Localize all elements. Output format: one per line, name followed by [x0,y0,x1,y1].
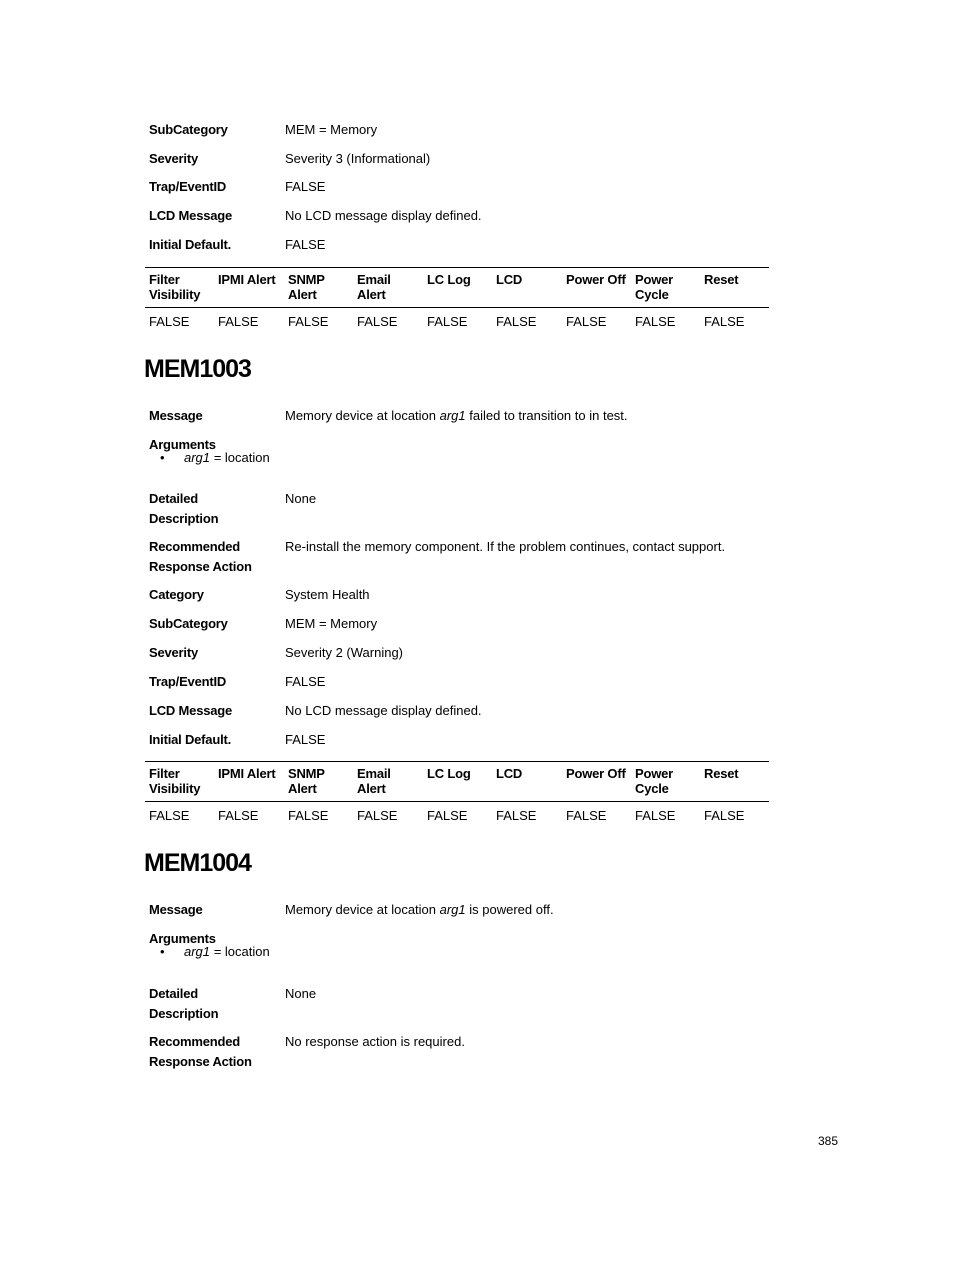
header-ipmi-alert: IPMI Alert [218,766,276,781]
header-lcd: LCD [496,272,523,287]
field-value: Memory device at location arg1 failed to transition to in test. [285,408,628,423]
table-top-rule [145,761,769,762]
table-cell: FALSE [288,808,329,823]
header-filter-visibility: Filter Visibility [149,272,201,302]
table-cell: FALSE [357,314,398,329]
header-lc-log: LC Log [427,272,471,287]
field-value: No response action is required. [285,1034,465,1049]
table-cell: FALSE [149,808,190,823]
field-value: No LCD message display defined. [285,208,482,223]
field-label: Recommended Response Action [149,539,252,574]
field-label: Initial Default. [149,732,232,747]
header-ipmi-alert: IPMI Alert [218,272,276,287]
table-header-rule [145,801,769,802]
field-value: FALSE [285,237,326,252]
table-cell: FALSE [704,808,745,823]
field-value: Re-install the memory component. If the problem continues, contact support. [285,539,726,554]
header-filter-visibility: Filter Visibility [149,766,201,796]
table-cell: FALSE [149,314,190,329]
field-value: MEM = Memory [285,122,378,137]
field-label: Message [149,408,203,423]
table-cell: FALSE [635,808,676,823]
table-cell: FALSE [635,314,676,329]
table-cell: FALSE [704,314,745,329]
argument-text: arg1 = location [184,450,270,465]
field-label: LCD Message [149,208,233,223]
field-label: Message [149,902,203,917]
argument-text: arg1 = location [184,944,270,959]
header-reset: Reset [704,272,739,287]
table-cell: FALSE [566,808,607,823]
field-label: Category [149,587,204,602]
header-lc-log: LC Log [427,766,471,781]
bullet-mark: • [160,944,165,959]
field-label: SubCategory [149,616,228,631]
table-header-rule [145,307,769,308]
table-cell: FALSE [496,314,537,329]
field-label: Severity [149,645,198,660]
section-title-mem1004: MEM1004 [144,849,251,877]
field-label: Initial Default. [149,237,232,252]
header-power-off: Power Off [566,272,626,287]
table-cell: FALSE [496,808,537,823]
header-lcd: LCD [496,766,523,781]
field-label: Arguments [149,931,216,946]
page-number: 385 [818,1134,839,1148]
table-cell: FALSE [427,314,468,329]
header-reset: Reset [704,766,739,781]
field-value: No LCD message display defined. [285,703,482,718]
table-cell: FALSE [427,808,468,823]
field-value: System Health [285,587,370,602]
header-snmp-alert: SNMP Alert [288,272,325,302]
header-email-alert: Email Alert [357,766,391,796]
field-label: Arguments [149,437,216,452]
header-power-cycle: Power Cycle [635,272,674,302]
field-label: Trap/EventID [149,674,227,689]
table-cell: FALSE [288,314,329,329]
field-value: FALSE [285,732,326,747]
bullet-mark: • [160,450,165,465]
field-value: None [285,491,317,506]
table-top-rule [145,267,769,268]
field-value: MEM = Memory [285,616,378,631]
header-email-alert: Email Alert [357,272,391,302]
field-value: Severity 2 (Warning) [285,645,403,660]
field-label: Detailed Description [149,491,219,526]
table-cell: FALSE [357,808,398,823]
field-label: Recommended Response Action [149,1034,252,1069]
table-cell: FALSE [218,314,259,329]
field-value: FALSE [285,674,326,689]
field-value: FALSE [285,179,326,194]
field-value: Severity 3 (Informational) [285,151,431,166]
header-power-off: Power Off [566,766,626,781]
table-cell: FALSE [566,314,607,329]
field-label: Severity [149,151,198,166]
field-label: Trap/EventID [149,179,227,194]
section-title-mem1003: MEM1003 [144,355,251,383]
field-value: None [285,986,317,1001]
table-cell: FALSE [218,808,259,823]
field-label: Detailed Description [149,986,219,1021]
field-label: SubCategory [149,122,228,137]
header-power-cycle: Power Cycle [635,766,674,796]
field-value: Memory device at location arg1 is powered off. [285,902,554,917]
field-label: LCD Message [149,703,233,718]
header-snmp-alert: SNMP Alert [288,766,325,796]
